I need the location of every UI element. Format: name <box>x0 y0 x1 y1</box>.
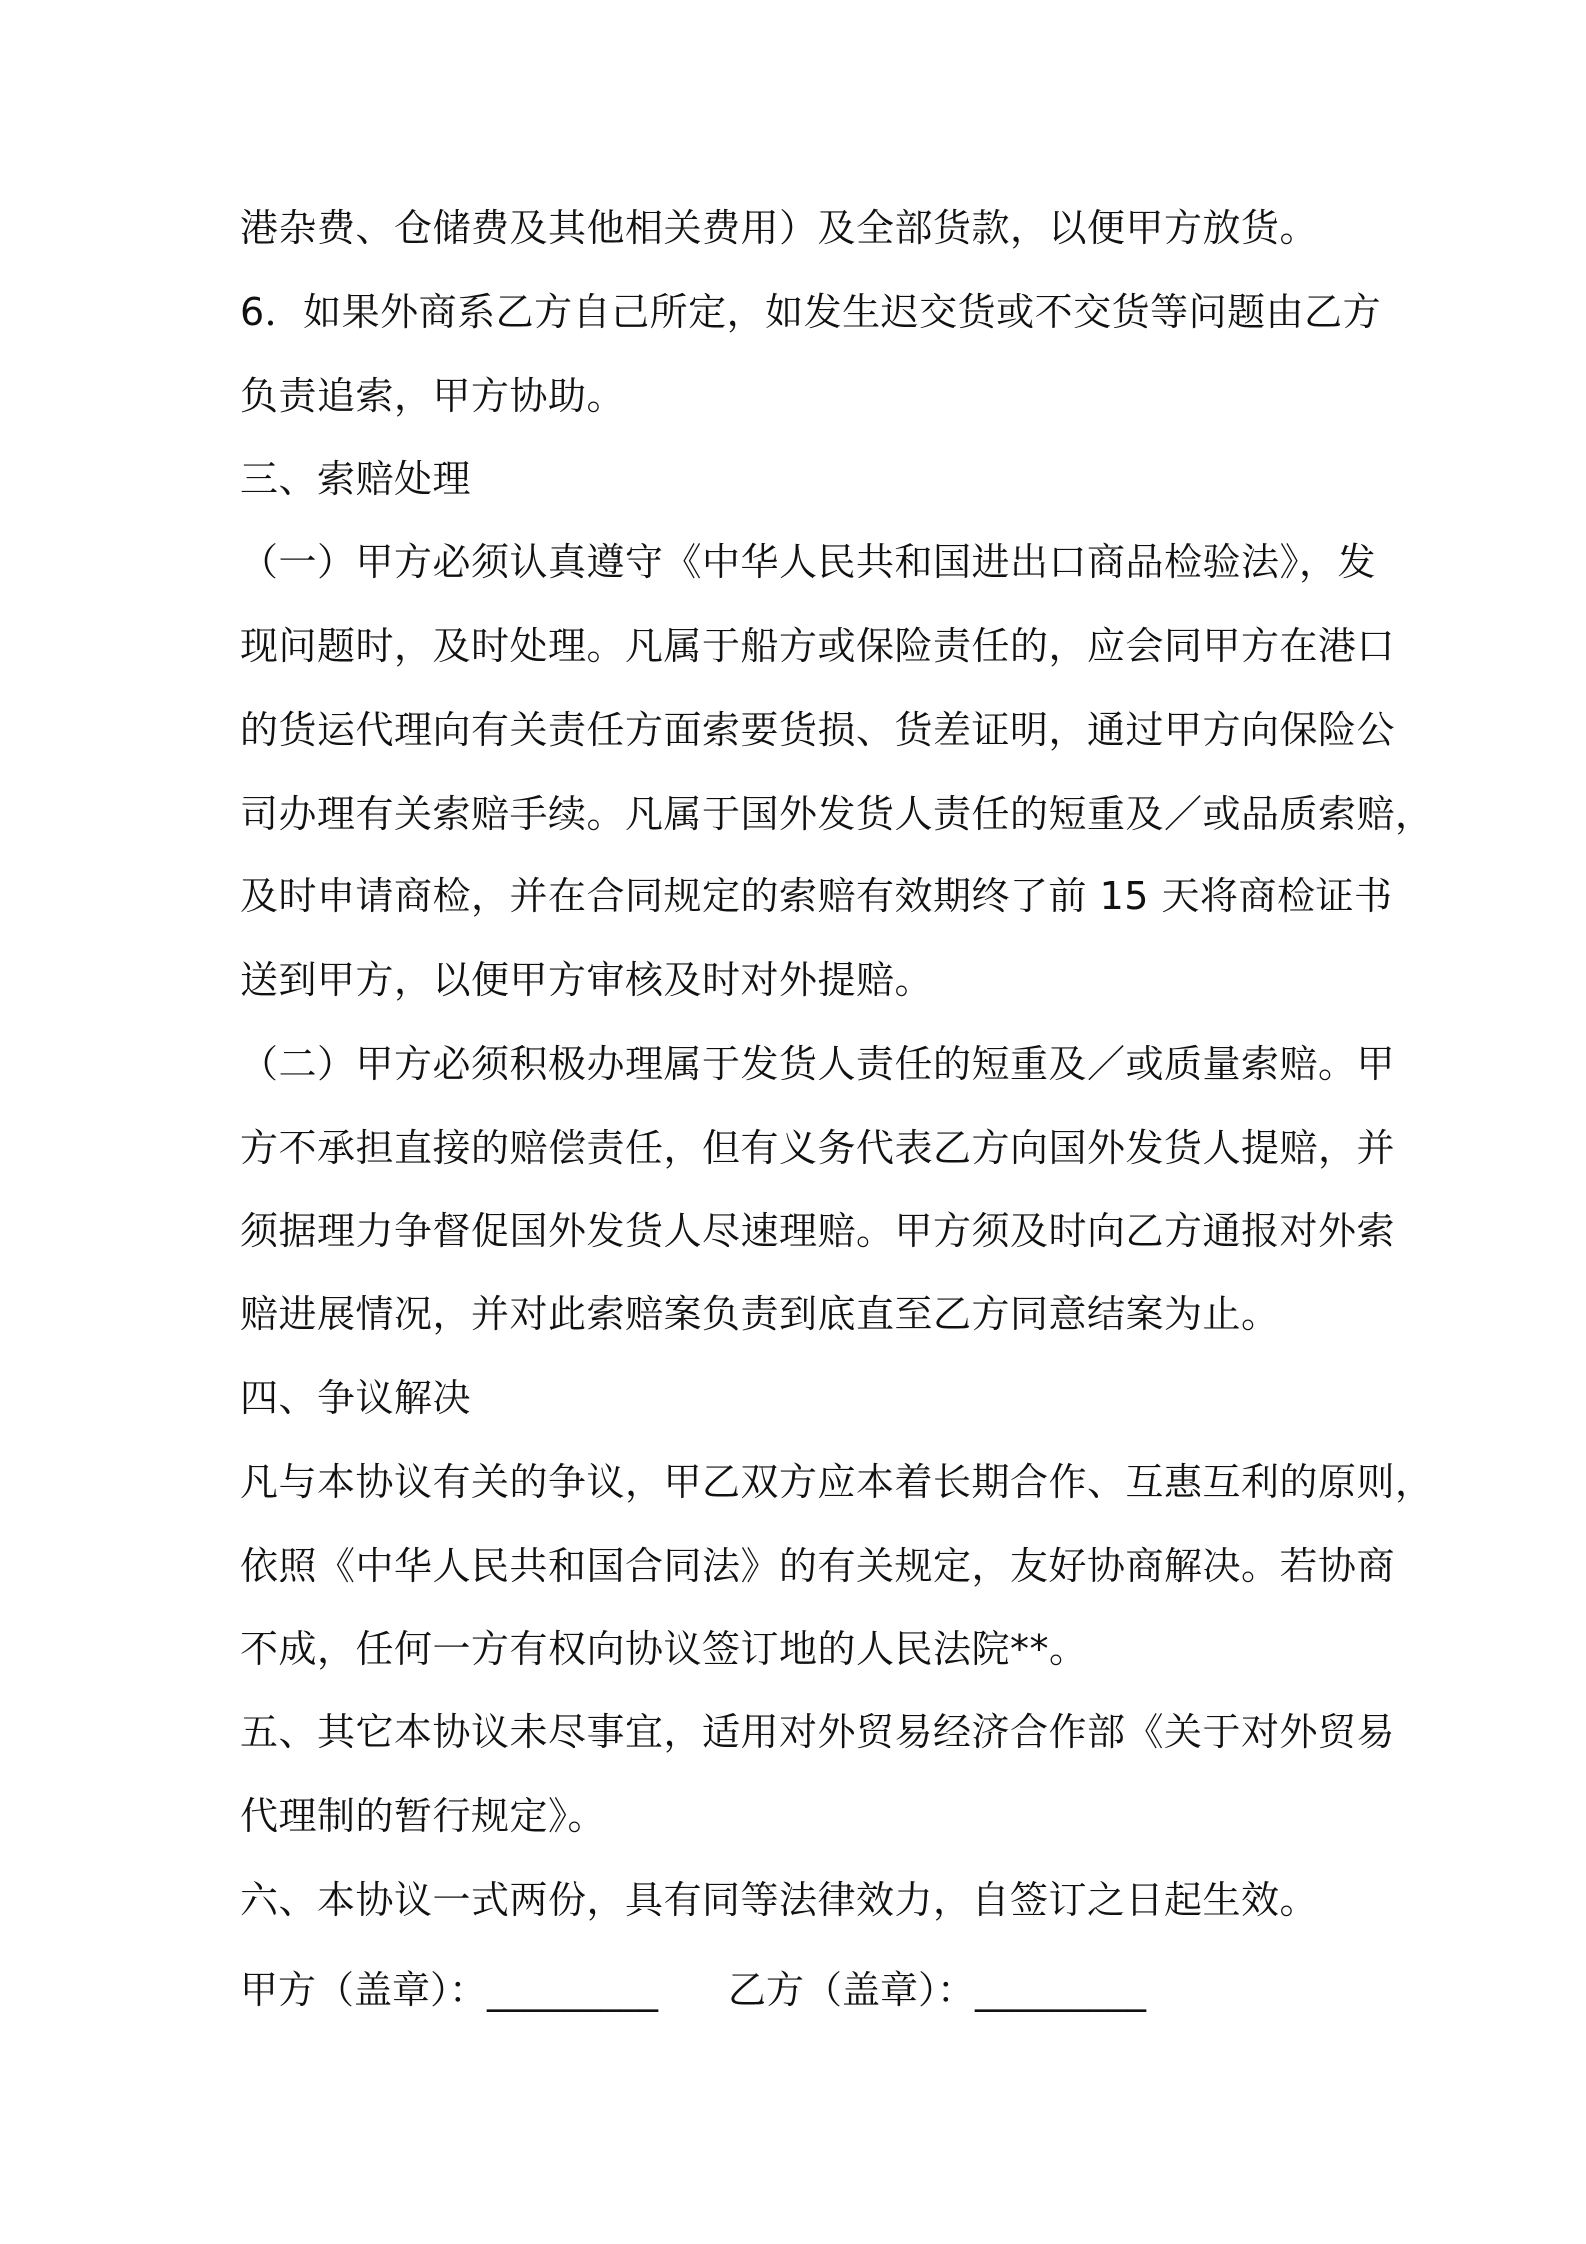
text-line-14: 赔进展情况，并对此索赔案负责到底直至乙方同意结案为止。 <box>240 1292 1280 1336</box>
text-line-13: 须据理力争督促国外发货人尽速理赔。甲方须及时向乙方通报对外索 <box>240 1209 1396 1253</box>
text-line-6: 现问题时，及时处理。凡属于船方或保险责任的，应会同甲方在港口 <box>240 624 1396 668</box>
section-heading-claims: 三、索赔处理 <box>240 457 472 501</box>
text-line-11: （二）甲方必须积极办理属于发货人责任的短重及／或质量索赔。甲 <box>240 1042 1396 1086</box>
text-line-9: 及时申请商检，并在合同规定的索赔有效期终了前 15 天将商检证书 <box>240 874 1393 918</box>
text-line-19: 五、其它本协议未尽事宜，适用对外贸易经济合作部《关于对外贸易 <box>240 1710 1396 1754</box>
text-line-16: 凡与本协议有关的争议，甲乙双方应本着长期合作、互惠互利的原则， <box>240 1460 1434 1504</box>
text-line-18: 不成，任何一方有权向协议签订地的人民法院**。 <box>240 1627 1088 1671</box>
text-line-3: 负责追索，甲方协助。 <box>240 374 626 418</box>
text-line-17: 依照《中华人民共和国合同法》的有关规定，友好协商解决。若协商 <box>240 1544 1396 1588</box>
text-line-5: （一）甲方必须认真遵守《中华人民共和国进出口商品检验法》，发 <box>240 540 1377 584</box>
party-b-signature: 乙方（盖章）：_________ <box>728 1968 1147 2012</box>
text-line-2: 6．如果外商系乙方自己所定，如发生迟交货或不交货等问题由乙方 <box>240 290 1382 334</box>
text-line-20: 代理制的暂行规定》。 <box>240 1794 607 1838</box>
party-a-signature: 甲方（盖章）：_________ <box>240 1968 659 2012</box>
text-line-21: 六、本协议一式两份，具有同等法律效力，自签订之日起生效。 <box>240 1878 1319 1922</box>
text-line-8: 司办理有关索赔手续。凡属于国外发货人责任的短重及／或品质索赔， <box>240 792 1434 836</box>
text-line-12: 方不承担直接的赔偿责任，但有义务代表乙方向国外发货人提赔，并 <box>240 1126 1396 1170</box>
text-line-10: 送到甲方，以便甲方审核及时对外提赔。 <box>240 958 934 1002</box>
text-line-1: 港杂费、仓储费及其他相关费用）及全部货款，以便甲方放货。 <box>240 206 1319 250</box>
section-heading-disputes: 四、争议解决 <box>240 1376 472 1420</box>
text-line-7: 的货运代理向有关责任方面索要货损、货差证明，通过甲方向保险公 <box>240 708 1396 752</box>
signature-row <box>240 1966 1146 2014</box>
